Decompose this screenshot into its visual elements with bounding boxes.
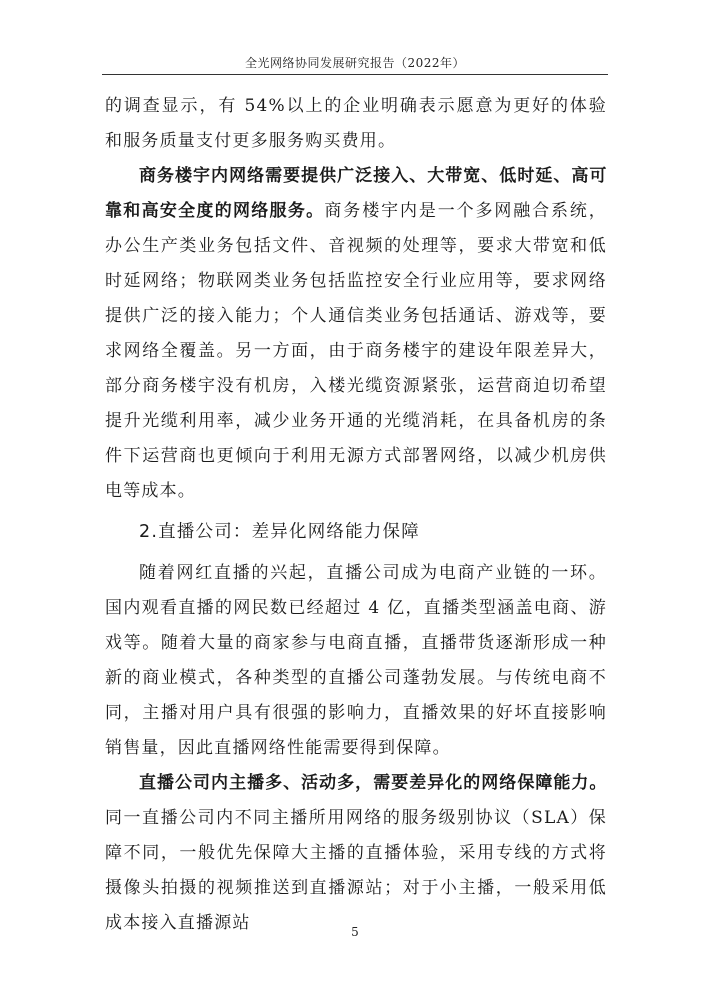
section-number: 2. [139,522,159,542]
running-header: 全光网络协同发展研究报告（2022年） [244,56,466,70]
paragraph-lead-bold: 直播公司内主播多、活动多，需要差异化的网络保障能力。 [139,773,607,793]
paragraph-body: 同一直播公司内不同主播所用网络的服务级别协议（SLA）保障不同，一般优先保障大主播的直播体验，采用专线的方式将摄像头拍摄的视频推送到直播源站；对于小主播，一般采用低成本接入直播源站 [105,808,607,933]
section-label: 直播公司： [158,522,252,542]
paragraph-live-streaming: 随着网红直播的兴起，直播公司成为电商产业链的一环。国内观看直播的网民数已经超过 4 亿，直播类型涵盖电商、游戏等。随着大量的商家参与电商直播，直播带货逐渐形成一种新的商业模式，各种类型的直播公司蓬勃发展。与传统电商不同，主播对用户具有很强的影响力，直播效果的好坏直接影响销售量，因此直播网络性能需要得到保障。 [105,563,607,758]
section-heading [105,509,607,556]
header-rule [102,74,608,75]
paragraph-body: 商务楼宇内是一个多网融合系统，办公生产类业务包括文件、音视频的处理等，要求大带宽和低时延网络；物联网类业务包括监控安全行业应用等，要求网络提供广泛的接入能力；个人通信类业务包括通话、游戏等，要求网络全覆盖。另一方面，由于商务楼宇的建设年限差异大，部分商务楼宇没有机房，入楼光缆资源紧张，运营商迫切希望提升光缆利用率，减少业务开通的光缆消耗，在具备机房的条件下运营商也更倾向于利用无源方式部署网络，以减少机房供电等成本。 [105,201,608,501]
section-title: 差异化网络能力保障 [251,522,420,542]
paragraph-lead-bold: 商务楼宇内网络需要提供广泛接入、大带宽、低时延、高可靠和高安全度的网络服务。 [105,166,607,221]
paragraph-survey-continuation: 的调查显示，有 54%以上的企业明确表示愿意为更好的体验和服务质量支付更多服务购买费用。 [105,96,607,151]
page-number: 5 [351,925,359,939]
paragraph-streaming-network [105,766,607,941]
paragraph-commercial-buildings [105,159,607,509]
body-content [105,89,607,941]
